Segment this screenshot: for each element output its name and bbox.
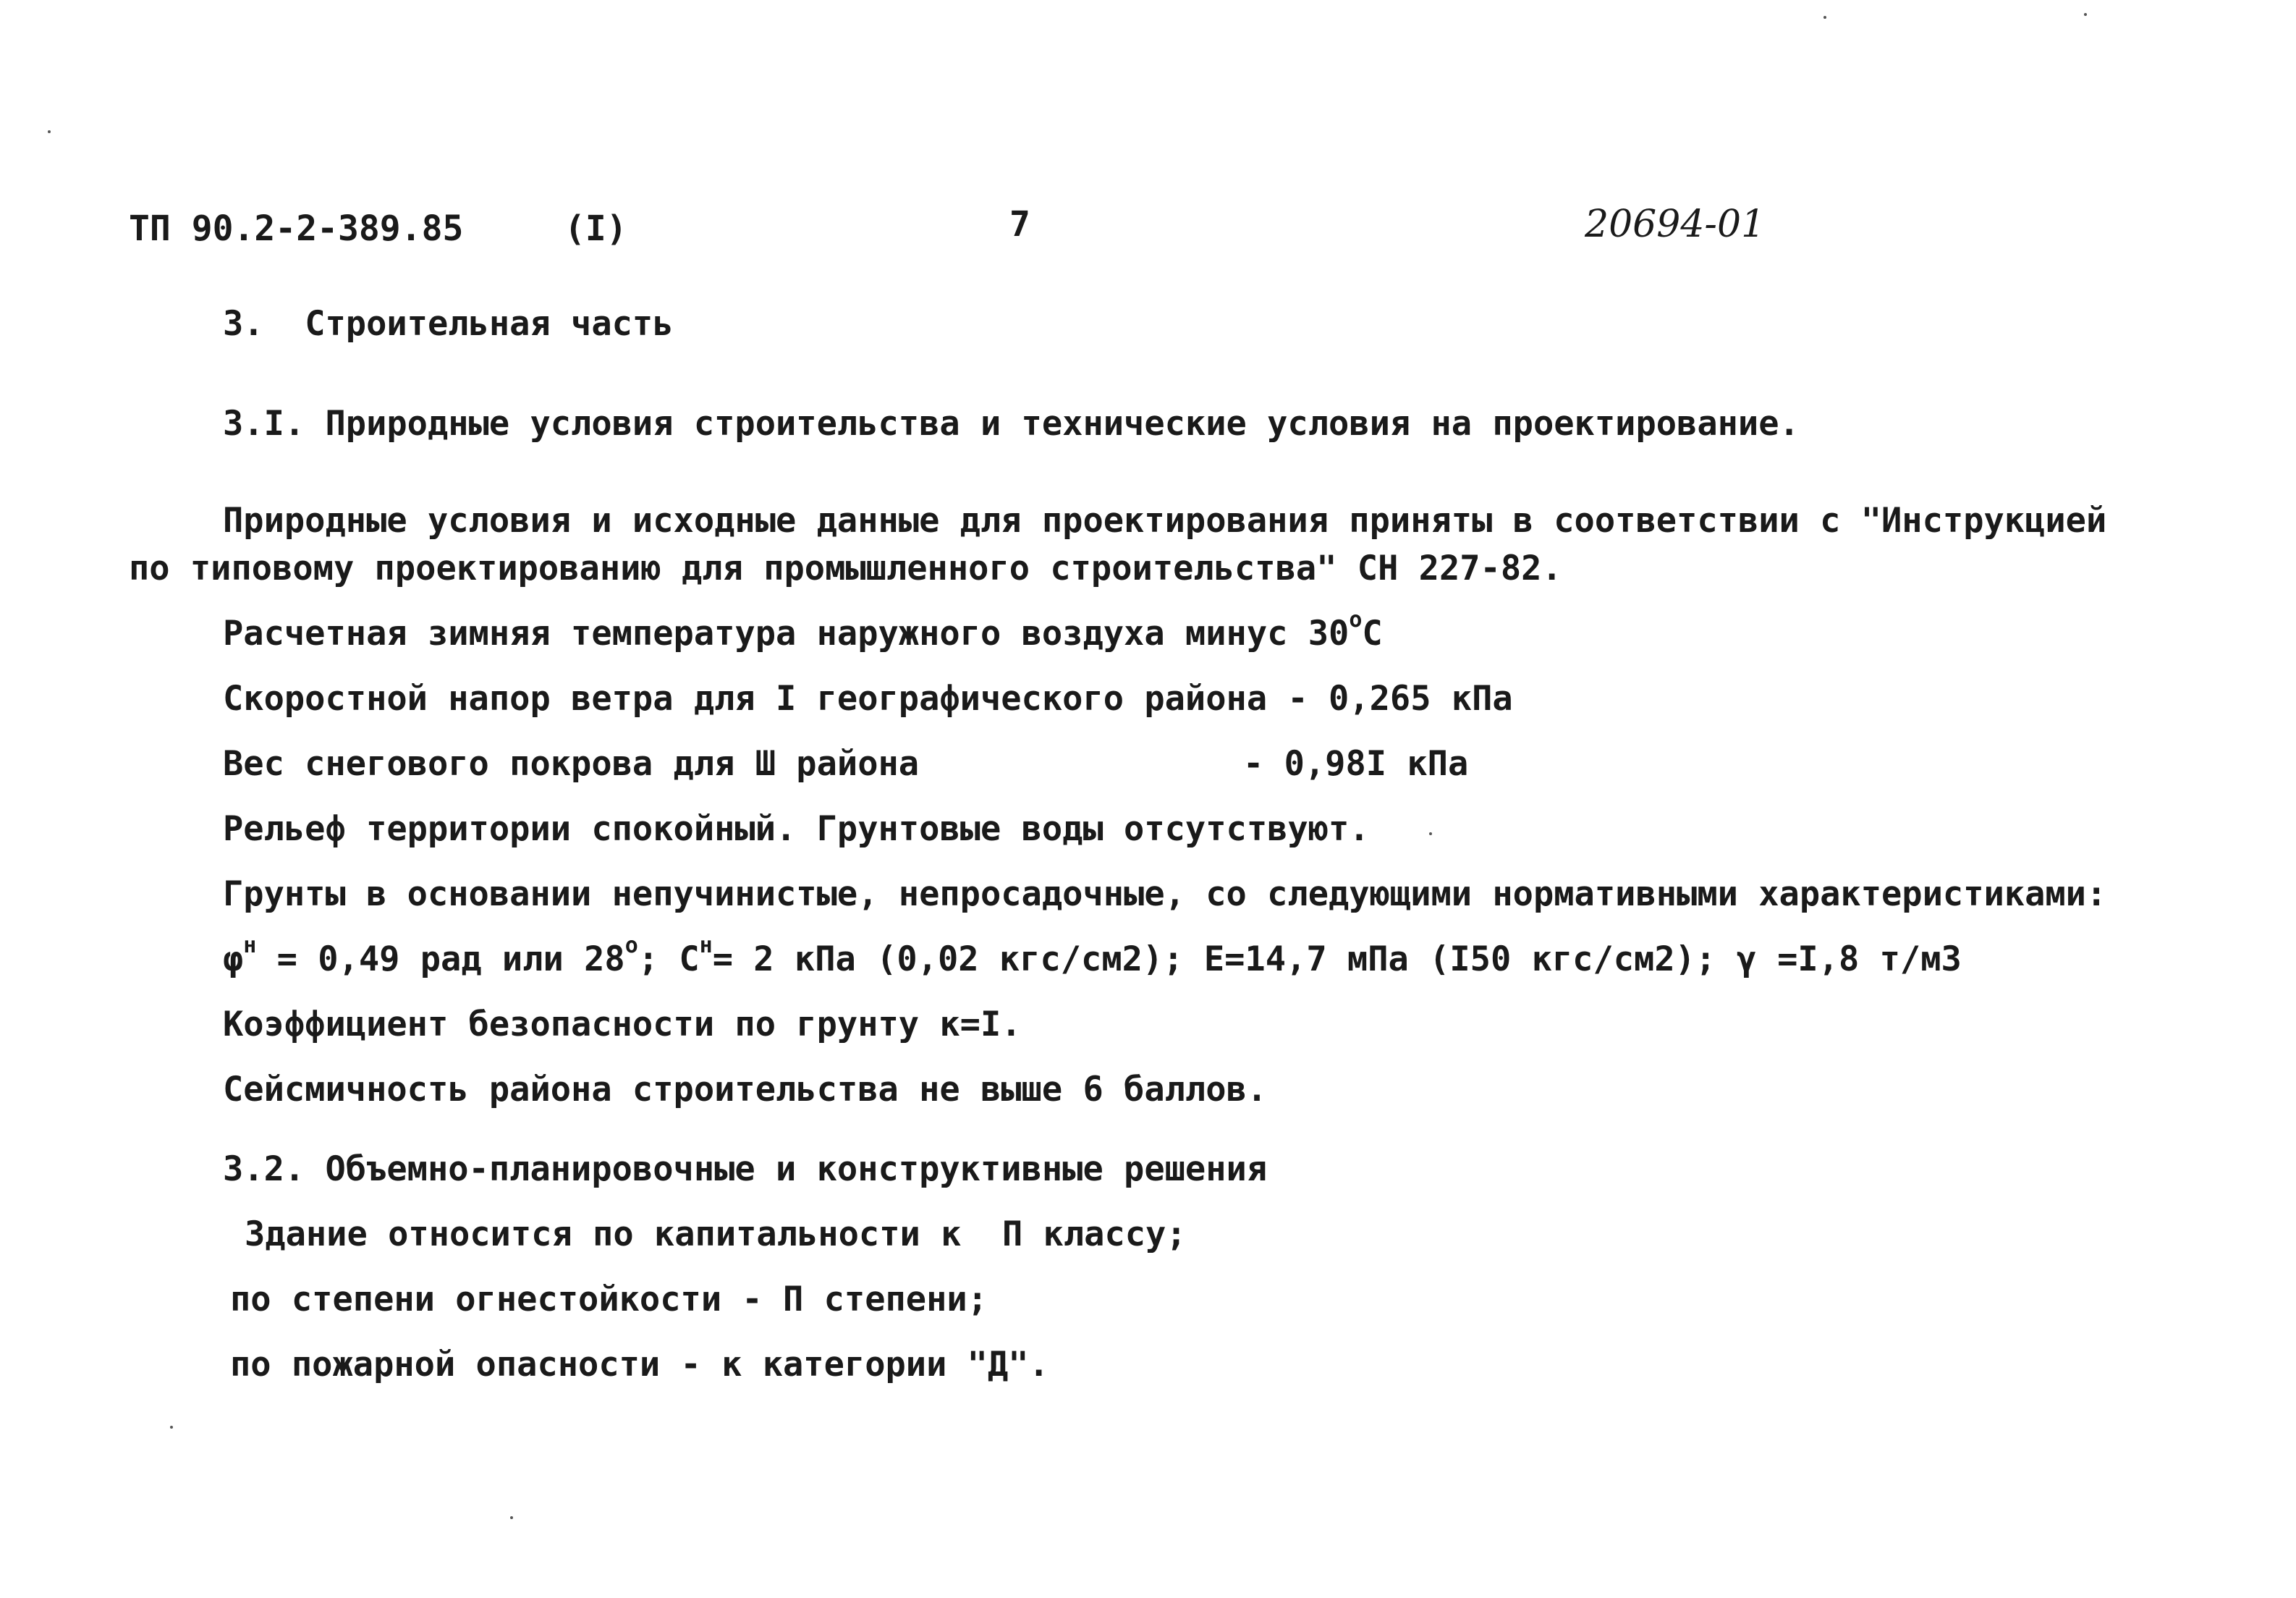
phi-superscript: н <box>243 933 257 959</box>
intro-line-1: Природные условия и исходные данные для проектирования приняты в соответствии с "Инструкцией <box>223 501 2107 541</box>
subsection-2-line-1: Здание относится по капитальности к П классу; <box>245 1214 1187 1254</box>
safety-line: Коэффициент безопасности по грунту к=I. <box>223 1005 1022 1044</box>
subsection-1-title: 3.I. Природные условия строительства и технические условия на проектирование. <box>223 404 1800 444</box>
scan-speck <box>1429 832 1432 835</box>
snow-line-value: - 0,98I кПа <box>1243 744 1469 784</box>
subsection-2-line-3: по пожарной опасности - к категории "Д". <box>230 1345 1049 1384</box>
seismic-line: Сейсмичность района строительства не выше 6 баллов. <box>223 1070 1268 1109</box>
temperature-line <box>223 607 1383 656</box>
scan-speck <box>510 1516 513 1519</box>
section-heading <box>223 303 674 346</box>
scan-speck <box>48 130 51 133</box>
degree-mark: о <box>1349 607 1363 633</box>
subsection-2-title: 3.2. Объемно-планировочные и конструктивные решения <box>223 1149 1268 1189</box>
soil-params-rest: = 2 кПа (0,02 кгс/см2); Е=14,7 мПа (I50 кгс/см2); γ =I,8 т/м3 <box>712 939 1962 979</box>
handwritten-number: 20694-01 <box>1585 203 1766 246</box>
scan-speck <box>1823 16 1826 19</box>
degree-mark: о <box>624 933 638 959</box>
phi-symbol: φ <box>223 939 244 979</box>
section-title: Строительная часть <box>305 304 674 344</box>
cohesion-symbol: ; С <box>637 939 700 979</box>
scan-speck <box>2084 13 2087 16</box>
subsection-2-line-2: по степени огнестойкости - П степени; <box>230 1280 988 1319</box>
wind-line: Скоростной напор ветра для I географического района - 0,265 кПа <box>223 679 1513 719</box>
doc-code: ТП 90.2-2-389.85 <box>129 208 464 249</box>
soils-line: Грунты в основании непучинистые, непросадочные, со следующими нормативными характеристиками: <box>223 874 2107 914</box>
scan-speck <box>170 1426 173 1429</box>
intro-line-2: по типовому проектированию для промышленного строительства" СН 227-82. <box>129 549 1562 588</box>
temperature-text: Расчетная зимняя температура наружного воздуха минус 30 <box>223 614 1350 654</box>
soil-params-line <box>223 933 1962 981</box>
section-number: 3. <box>223 304 264 344</box>
relief-line: Рельеф территории спокойный. Грунтовые воды отсутствуют. <box>223 809 1370 849</box>
phi-value: = 0,49 рад или 28 <box>256 939 625 979</box>
snow-line-label: Вес снегового покрова для Ш района <box>223 744 920 784</box>
page-number: 7 <box>1009 204 1030 245</box>
doc-part: (I) <box>564 208 627 249</box>
cohesion-superscript: н <box>699 933 713 959</box>
temperature-unit: С <box>1362 614 1383 654</box>
